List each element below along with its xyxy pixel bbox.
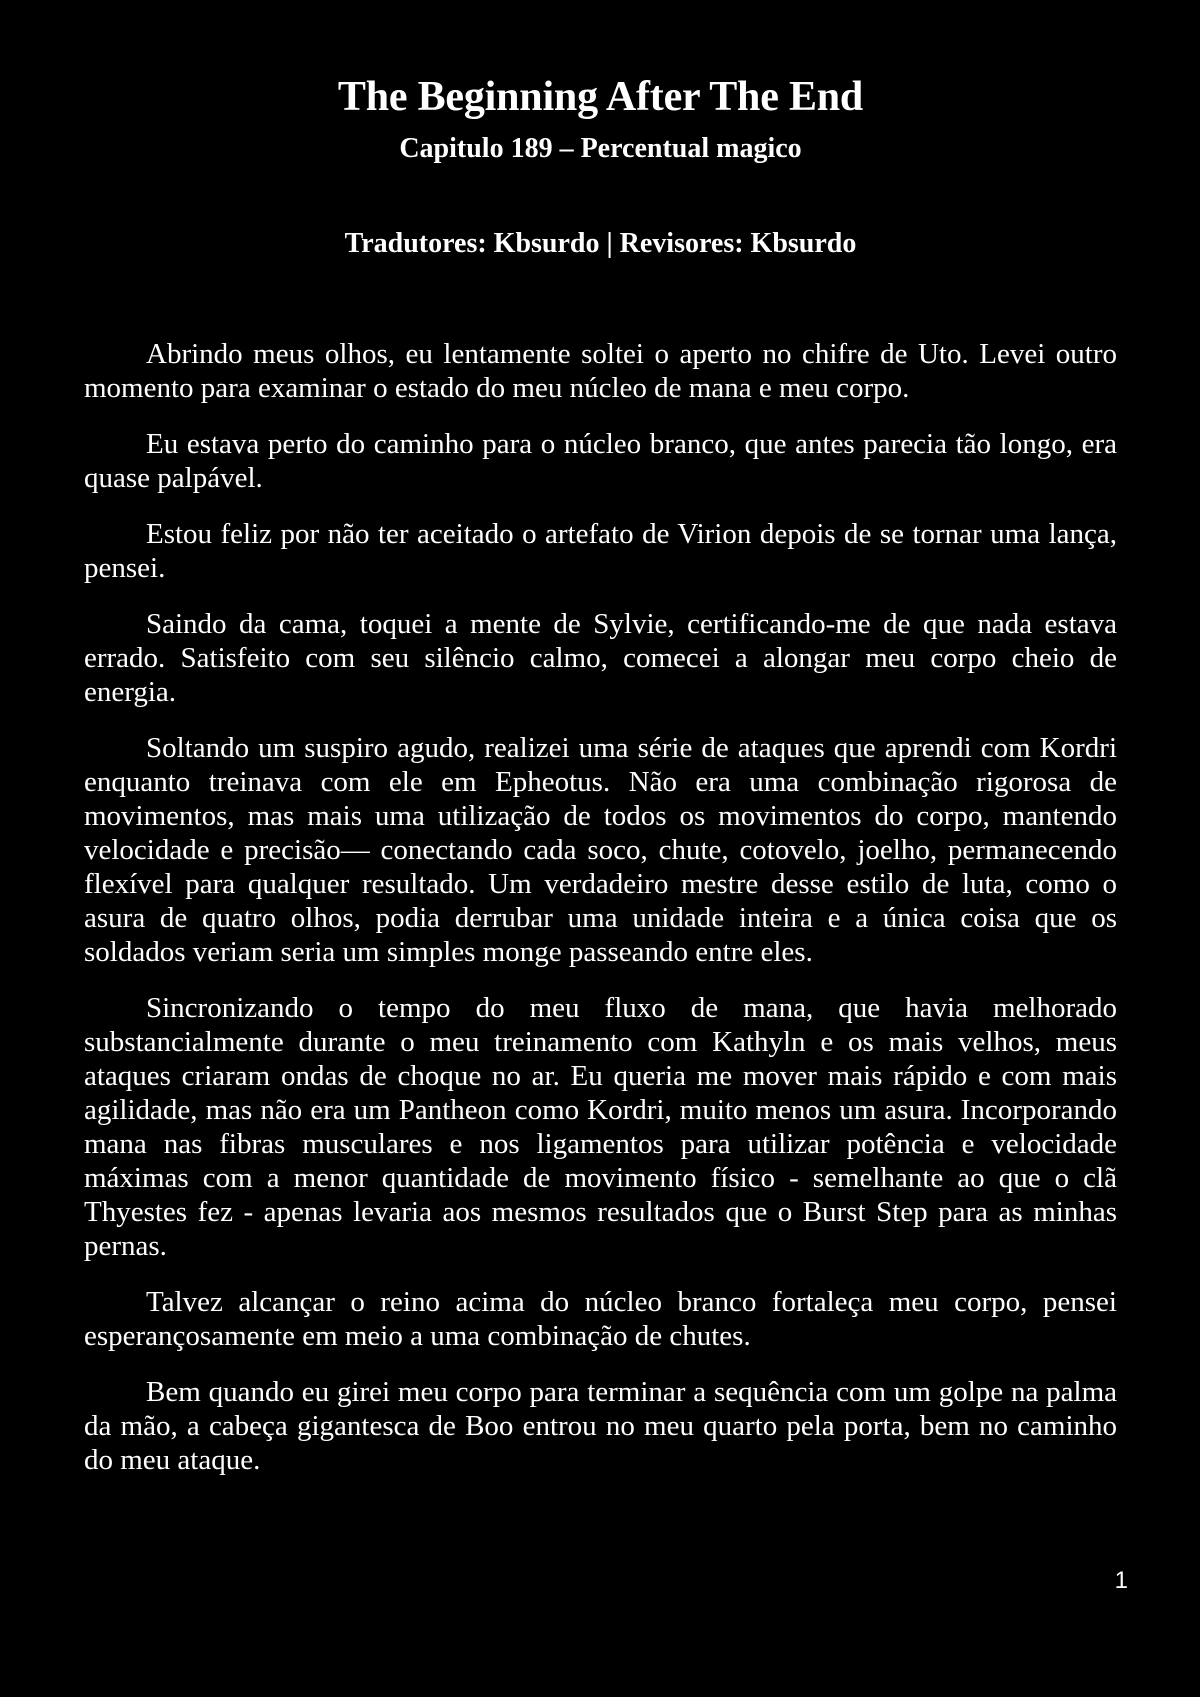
page-title: The Beginning After The End [337,74,864,120]
paragraph: Bem quando eu girei meu corpo para terminar a sequência com um golpe na palma da mão, a cabeça gigantesca de Boo entrou no meu quarto pela porta, bem no caminho do meu ataque. [84,1376,1117,1476]
chapter-title: Capitulo 189 – Percentual magico [399,133,802,164]
chapter-body [84,337,1117,1477]
paragraph: Soltando um suspiro agudo, realizei uma série de ataques que aprendi com Kordri enquanto treinava com ele em Epheotus. Não era uma combinação rigorosa de movimentos, mas mais uma utilização de todos os movimentos do corpo, mantendo velocidade e precisão— conectando cada soco, chute, cotovelo, joelho, permanecendo flexível para qualquer resultado. Um verdadeiro mestre desse estilo de luta, como o asura de quatro olhos, podia derrubar uma unidade inteira e a única coisa que os soldados veriam seria um simples monge passeando entre eles. [84,732,1117,968]
paragraph: Estou feliz por não ter aceitado o artefato de Virion depois de se tornar uma lança, pensei. [84,518,1117,584]
paragraph: Abrindo meus olhos, eu lentamente soltei o aperto no chifre de Uto. Levei outro momento para examinar o estado do meu núcleo de mana e meu corpo. [84,338,1117,404]
paragraph: Eu estava perto do caminho para o núcleo branco, que antes parecia tão longo, era quase palpável. [84,428,1117,494]
page-number: 1 [1114,1567,1128,1594]
paragraph: Saindo da cama, toquei a mente de Sylvie, certificando-me de que nada estava errado. Satisfeito com seu silêncio calmo, comecei a alongar meu corpo cheio de energia. [84,608,1117,708]
paragraph: Talvez alcançar o reino acima do núcleo branco fortaleça meu corpo, pensei esperançosamente em meio a uma combinação de chutes. [84,1286,1117,1352]
translator-credits: Tradutores: Kbsurdo | Revisores: Kbsurdo [344,228,857,259]
document-page [84,68,1117,1499]
paragraph: Sincronizando o tempo do meu fluxo de mana, que havia melhorado substancialmente durante o meu treinamento com Kathyln e os mais velhos, meus ataques criaram ondas de choque no ar. Eu queria me mover mais rápido e com mais agilidade, mas não era um Pantheon como Kordri, muito menos um asura. Incorporando mana nas fibras musculares e nos ligamentos para utilizar potência e velocidade máximas com a menor quantidade de movimento físico - semelhante ao que o clã Thyestes fez - apenas levaria aos mesmos resultados que o Burst Step para as minhas pernas. [84,992,1117,1262]
